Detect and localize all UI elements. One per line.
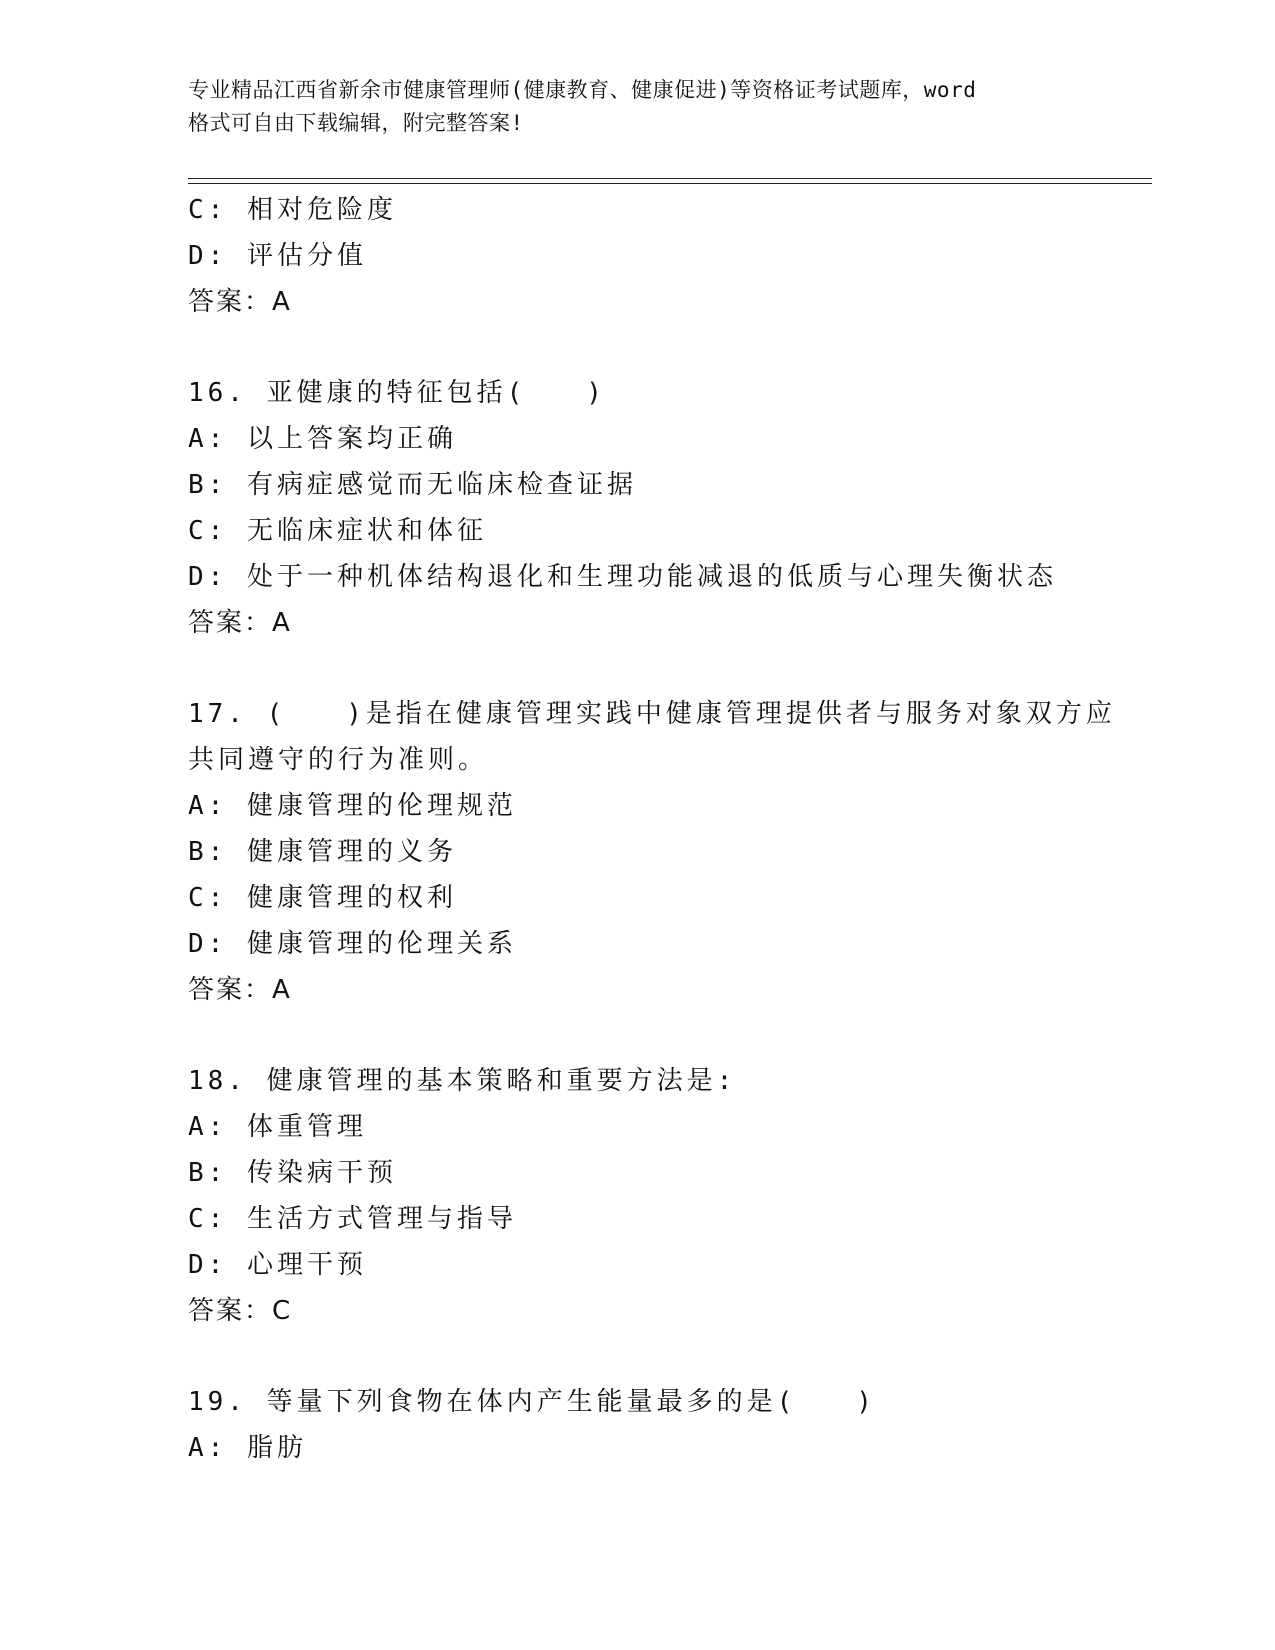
question-text: 18. 健康管理的基本策略和重要方法是: [188,1066,737,1096]
option-line: B: 传染病干预 [188,1158,397,1188]
answer-line: 答案：C [188,1296,293,1326]
answer-line: 答案：A [188,608,292,638]
question-spacer [188,646,1148,691]
answer-line: 答案：A [188,975,292,1005]
question-text: 16. 亚健康的特征包括( ) [188,378,606,408]
option-line: A: 健康管理的伦理规范 [188,791,517,821]
question-spacer [188,1334,1148,1379]
header-divider-top [188,178,1152,179]
answer-line: 答案：A [188,287,292,317]
header-title-line-1: 专业精品江西省新余市健康管理师(健康教育、健康促进)等资格证考试题库，word [188,78,977,102]
question-text: 17. ( )是指在健康管理实践中健康管理提供者与服务对象双方应 [188,699,1116,729]
option-line: C: 生活方式管理与指导 [188,1204,517,1234]
question-spacer [188,1013,1148,1058]
option-line: C: 相对危险度 [188,195,397,225]
option-line: B: 健康管理的义务 [188,837,457,867]
question-text: 共同遵守的行为准则。 [188,745,489,775]
page-header [188,74,1088,140]
option-line: D: 健康管理的伦理关系 [188,929,517,959]
question-list [188,187,1148,1471]
option-line: D: 评估分值 [188,241,367,271]
option-line: A: 以上答案均正确 [188,424,457,454]
option-line: C: 健康管理的权利 [188,883,457,913]
header-divider-bottom [188,183,1152,184]
question-spacer [188,325,1148,370]
option-line: D: 心理干预 [188,1250,367,1280]
question-text: 19. 等量下列食物在体内产生能量最多的是( ) [188,1387,876,1417]
option-line: C: 无临床症状和体征 [188,516,487,546]
header-title-line-2: 格式可自由下载编辑，附完整答案! [188,111,524,135]
option-line: A: 体重管理 [188,1112,367,1142]
option-line: B: 有病症感觉而无临床检查证据 [188,470,637,500]
option-line: D: 处于一种机体结构退化和生理功能减退的低质与心理失衡状态 [188,562,1057,592]
option-line: A: 脂肪 [188,1433,307,1463]
